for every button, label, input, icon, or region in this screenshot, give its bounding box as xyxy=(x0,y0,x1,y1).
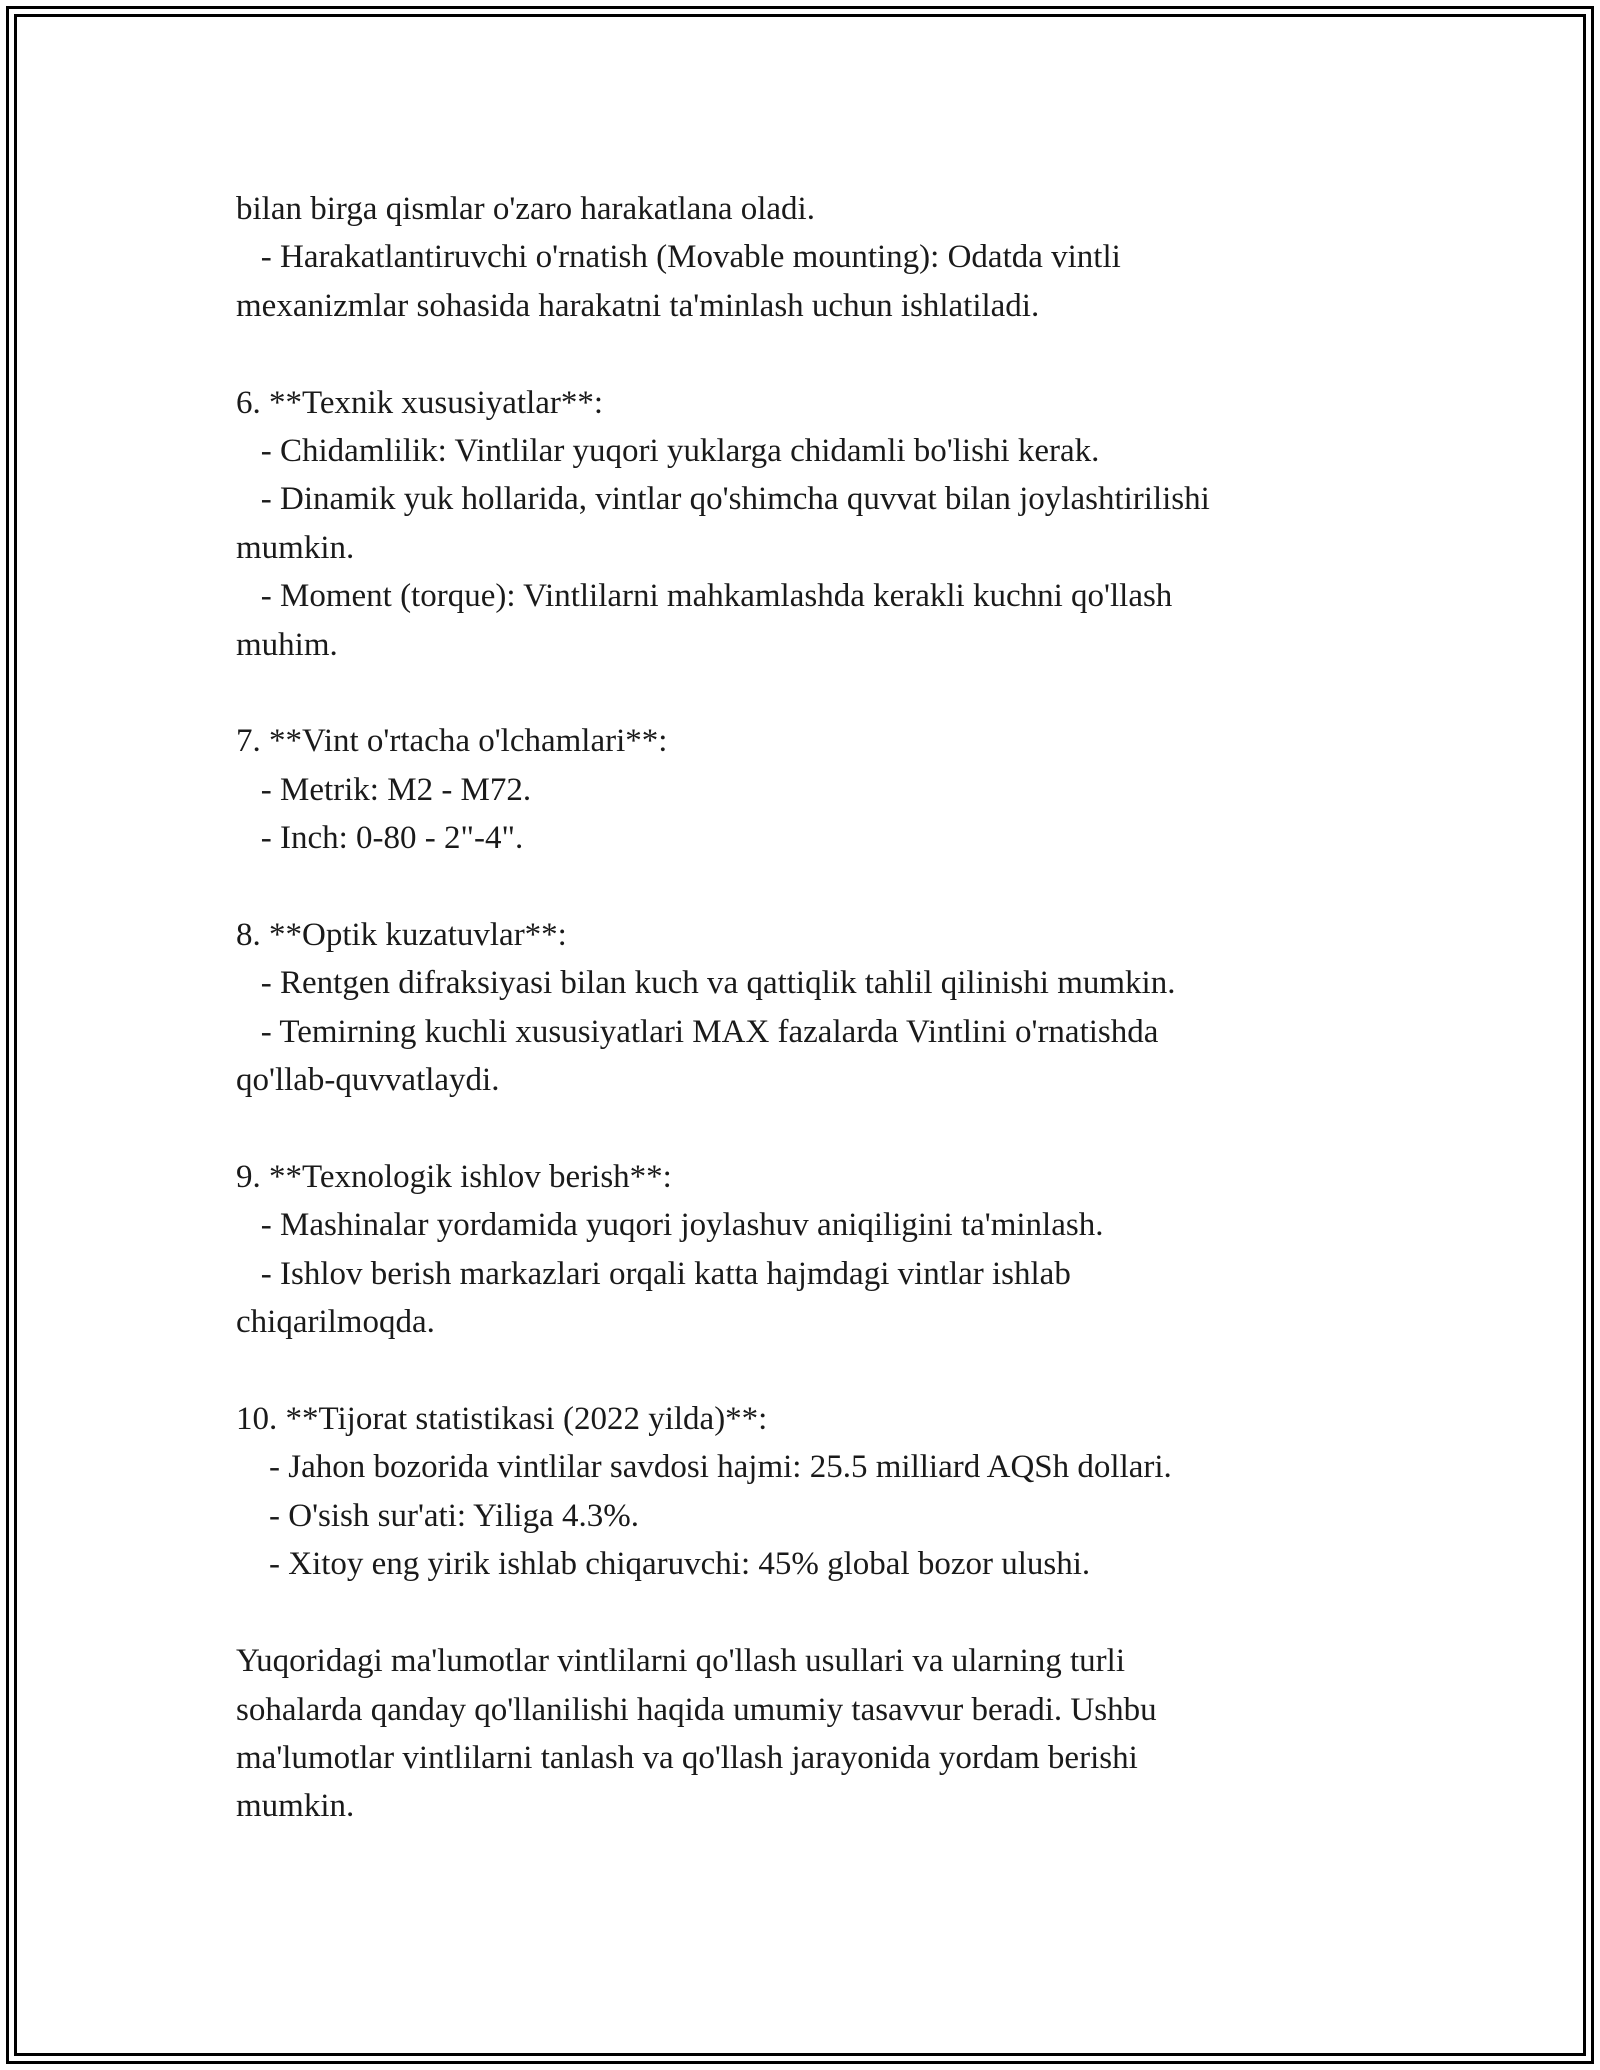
text-line: - Inch: 0-80 - 2"-4". xyxy=(236,820,524,857)
text-line: - Metrik: M2 - M72. xyxy=(236,771,532,808)
text-line: muhim. xyxy=(236,626,338,663)
text-line: - Harakatlantiruvchi o'rnatish (Movable mounting): Odatda vintli xyxy=(236,239,1121,276)
section-heading: 9. **Texnologik ishlov berish**: xyxy=(236,1159,672,1196)
text-line: - Xitoy eng yirik ishlab chiqaruvchi: 45% global bozor ulushi. xyxy=(236,1546,1091,1583)
blank-line xyxy=(236,330,1366,378)
text-line: - O'sish sur'ati: Yiliga 4.3%. xyxy=(236,1497,639,1534)
text-line: sohalarda qanday qo'llanilishi haqida umumiy tasavvur beradi. Ushbu xyxy=(236,1691,1157,1728)
blank-line xyxy=(236,669,1366,717)
text-line: mexanizmlar sohasida harakatni ta'minlash uchun ishlatiladi. xyxy=(236,287,1040,324)
text-line: Yuqoridagi ma'lumotlar vintlilarni qo'llash usullari va ularning turli xyxy=(236,1643,1125,1680)
text-line: chiqarilmoqda. xyxy=(236,1304,435,1341)
text-line: - Dinamik yuk hollarida, vintlar qo'shimcha quvvat bilan joylashtirilishi xyxy=(236,481,1210,518)
blank-line xyxy=(236,1105,1366,1153)
section-heading: 10. **Tijorat statistikasi (2022 yilda)**: xyxy=(236,1401,768,1438)
text-line: - Rentgen difraksiyasi bilan kuch va qattiqlik tahlil qilinishi mumkin. xyxy=(236,965,1176,1002)
text-line: - Jahon bozorida vintlilar savdosi hajmi: 25.5 milliard AQSh dollari. xyxy=(236,1449,1172,1486)
section-heading: 6. **Texnik xususiyatlar**: xyxy=(236,384,604,421)
document-body xyxy=(236,185,1366,1831)
text-line: - Chidamlilik: Vintlilar yuqori yuklarga chidamli bo'lishi kerak. xyxy=(236,433,1100,470)
blank-line xyxy=(236,1589,1366,1637)
text-line: ma'lumotlar vintlilarni tanlash va qo'llash jarayonida yordam berishi xyxy=(236,1739,1138,1776)
text-line: bilan birga qismlar o'zaro harakatlana oladi. xyxy=(236,191,815,227)
blank-line xyxy=(236,1347,1366,1395)
section-heading: 7. **Vint o'rtacha o'lchamlari**: xyxy=(236,723,668,760)
text-line: - Mashinalar yordamida yuqori joylashuv aniqiligini ta'minlash. xyxy=(236,1207,1104,1244)
text-line: mumkin. xyxy=(236,529,355,566)
text-line: - Ishlov berish markazlari orqali katta hajmdagi vintlar ishlab xyxy=(236,1255,1071,1292)
text-line: mumkin. xyxy=(236,1788,355,1825)
text-line: qo'llab-quvvatlaydi. xyxy=(236,1062,500,1099)
text-line: - Moment (torque): Vintlilarni mahkamlashda kerakli kuchni qo'llash xyxy=(236,578,1173,615)
text-line: - Temirning kuchli xususiyatlari MAX fazalarda Vintlini o'rnatishda xyxy=(236,1013,1159,1050)
blank-line xyxy=(236,863,1366,911)
section-heading: 8. **Optik kuzatuvlar**: xyxy=(236,917,567,954)
